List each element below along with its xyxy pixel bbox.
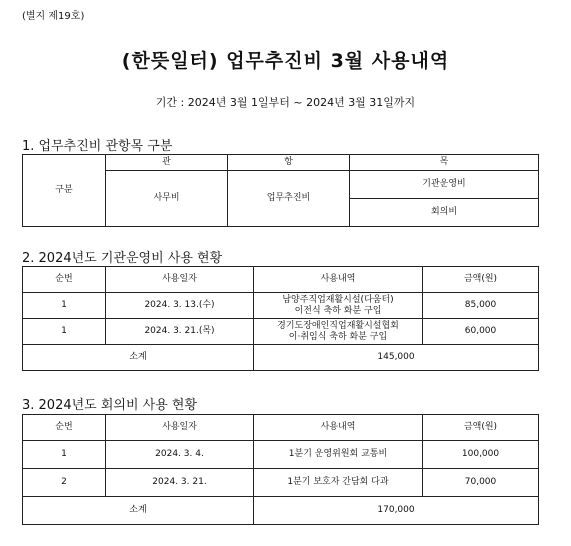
gwan-cell: 사무비 [106, 171, 228, 227]
section1-heading: 1. 업무추진비 관항목 구분 [22, 139, 173, 154]
header-gwan: 관 [106, 155, 228, 171]
row-date: 2024. 3. 13.(수) [106, 293, 254, 319]
row-amount: 100,000 [423, 441, 539, 469]
row-desc: 1분기 보호자 간담회 다과 [254, 469, 423, 497]
subtotal-label: 소계 [23, 497, 254, 525]
section2-heading: 2. 2024년도 기관운영비 사용 현황 [22, 251, 223, 266]
header-desc: 사용내역 [254, 267, 423, 293]
row-amount: 60,000 [423, 319, 539, 345]
row-no: 2 [23, 469, 106, 497]
subtotal-value: 170,000 [254, 497, 539, 525]
row-amount: 85,000 [423, 293, 539, 319]
section3-heading: 3. 2024년도 회의비 사용 현황 [22, 398, 198, 413]
header-hang: 항 [228, 155, 350, 171]
header-no: 순번 [23, 415, 106, 441]
table-row [23, 469, 539, 497]
row-desc: 1분기 운영위원회 교통비 [254, 441, 423, 469]
row-date: 2024. 3. 4. [106, 441, 254, 469]
row-date: 2024. 3. 21.(목) [106, 319, 254, 345]
row-amount: 70,000 [423, 469, 539, 497]
header-date: 사용일자 [106, 267, 254, 293]
category-label-cell: 구분 [23, 155, 106, 227]
meeting-expense-table [22, 414, 539, 525]
period-text: 기간 : 2024년 3월 1일부터 ~ 2024년 3월 31일까지 [155, 96, 416, 109]
subtotal-value: 145,000 [254, 345, 539, 371]
header-date: 사용일자 [106, 415, 254, 441]
form-number: (별지 제19호) [22, 11, 85, 22]
row-no: 1 [23, 293, 106, 319]
row-no: 1 [23, 319, 106, 345]
page-title: (한뜻일터) 업무추진비 3월 사용내역 [121, 50, 450, 72]
header-amount: 금액(원) [423, 267, 539, 293]
header-no: 순번 [23, 267, 106, 293]
hang-cell: 업무추진비 [228, 171, 350, 227]
header-mok: 목 [350, 155, 539, 171]
row-desc: 남양주직업재활시설(다움터) 이전식 축하 화분 구입 [254, 293, 423, 319]
row-no: 1 [23, 441, 106, 469]
table-row [23, 319, 539, 345]
account-category-table [22, 154, 539, 227]
operating-expense-table [22, 266, 539, 371]
header-desc: 사용내역 [254, 415, 423, 441]
mok-cell-2: 회의비 [350, 199, 539, 227]
header-amount: 금액(원) [423, 415, 539, 441]
subtotal-label: 소계 [23, 345, 254, 371]
mok-cell-1: 기관운영비 [350, 171, 539, 199]
row-desc: 경기도장애인직업재활시설협회 이·취임식 축하 화분 구입 [254, 319, 423, 345]
row-date: 2024. 3. 21. [106, 469, 254, 497]
table-row [23, 293, 539, 319]
table-row [23, 441, 539, 469]
